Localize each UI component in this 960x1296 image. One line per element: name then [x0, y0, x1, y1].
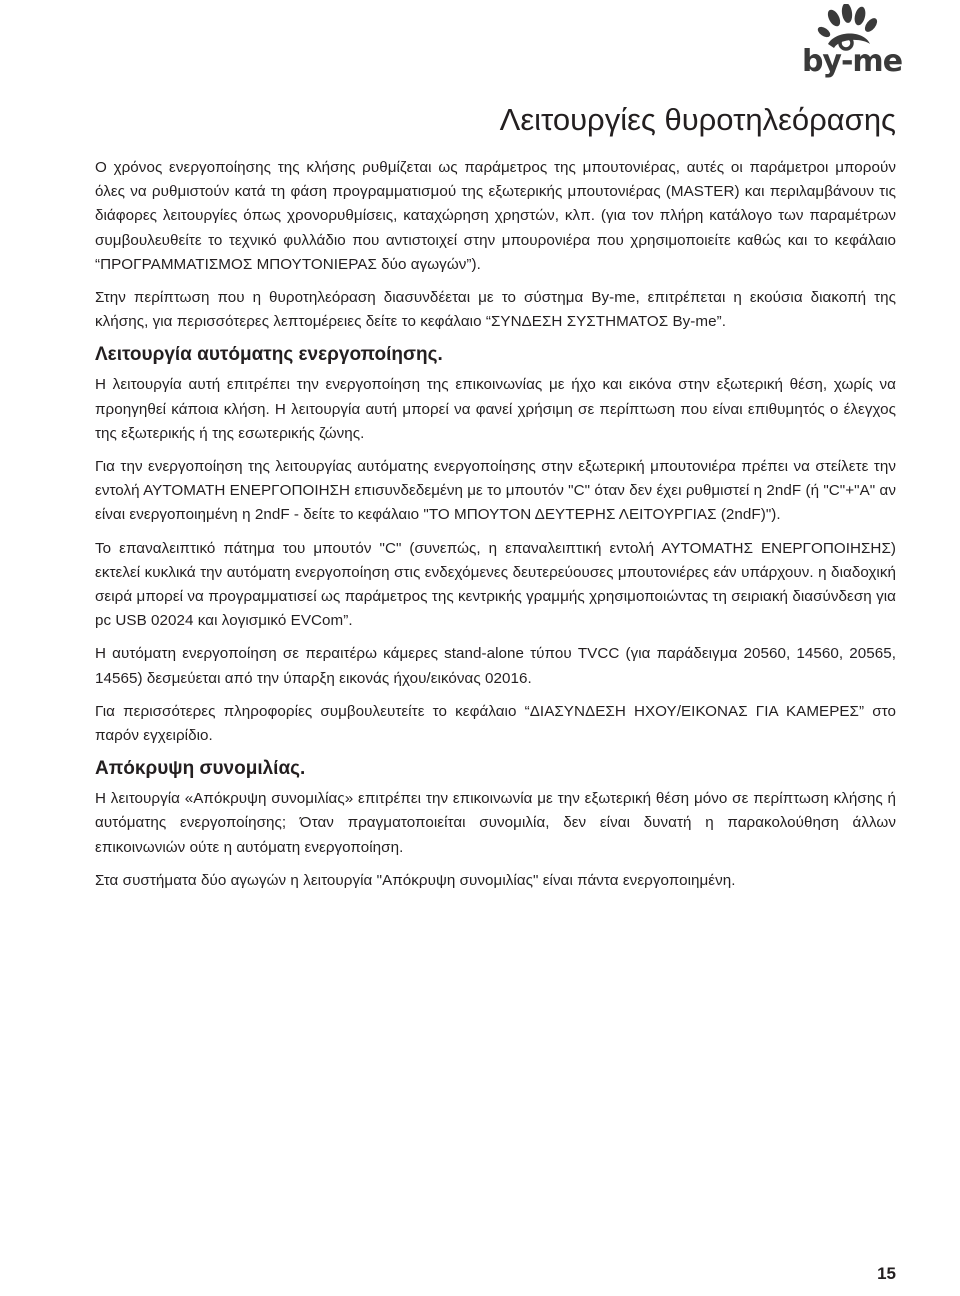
page-content [95, 156, 896, 902]
section-paragraph: Για περισσότερες πληροφορίες συμβουλευτείτε το κεφάλαιο “ΔΙΑΣΥΝΔΕΣΗ ΗΧΟΥ/ΕΙΚΟΝΑΣ ΓΙΑ ΚΑΜΕΡΕΣ” στο παρόν εγχειρίδιο. [95, 702, 896, 745]
logo-wordmark [796, 44, 908, 79]
section-paragraph: Η λειτουργία αυτή επιτρέπει την ενεργοποίηση της επικοινωνίας με ήχο και εικόνα στην εξωτερική θέση, χωρίς να προηγηθεί κάποια κλήση. Η λειτουργία αυτή μπορεί να φανεί χρήσιμη σε περίπτωση που είναι επιθυμητός ο έλεγχος της εξωτερικής ή της εσωτερικής ζώνης. [95, 376, 896, 442]
logo-text: by-me [801, 44, 903, 79]
section-paragraph: Η αυτόματη ενεργοποίηση σε περαιτέρω κάμερες stand-alone τύπου TVCC (για παράδειγμα 20560, 14560, 20565, 14565) δεσμεύεται από την ύπαρξη εικονάς ήχου/εικόνας 02016. [95, 645, 896, 687]
section-paragraph: Η λειτουργία «Απόκρυψη συνομιλίας» επιτρέπει την επικοινωνία με την εξωτερική θέση μόνο σε περίπτωση κλήσης ή αυτόματης ενεργοποίησης; Όταν πραγματοποιείται συνομιλία, δεν είναι δυνατή η παρακολούθηση άλλων επικοινωνιών ούτε η αυτόματη ενεργοποίηση. [95, 790, 896, 856]
intro-paragraph: Στην περίπτωση που η θυροτηλεόραση διασυνδέεται με το σύστημα By-me, επιτρέπεται η εκούσια διακοπή της κλήσης, για περισσότερες λεπτομέρειες δείτε το κεφάλαιο “ΣΥΝΔΕΣΗ ΣΥΣΤΗΜΑΤΟΣ By-me”. [95, 289, 896, 331]
section-paragraph: Στα συστήματα δύο αγωγών η λειτουργία "Απόκρυψη συνομιλίας" είναι πάντα ενεργοποιημένη. [95, 871, 736, 889]
intro-paragraph: Ο χρόνος ενεργοποίησης της κλήσης ρυθμίζεται ως παράμετρος της μπουτονιέρας, αυτές οι παράμετροι μπορούν όλες να ρυθμιστούν κατά τη φάση προγραμματισμού της εξωτερικής μπουτονιέρας (MASTER) και περιλαμβάνουν τις διάφορες λειτουργίες όπως χρονορυθμίσεις, καταχώρηση χρηστών, κλπ. (για τον πλήρη κατάλογο των παραμέτρων συμβουλευθείτε το τεχνικό φυλλάδιο που αντιστοιχεί στην μπουρονιέρα που χρησιμοποιείτε καθώς και το κεφάλαιο “ΠΡΟΓΡΑΜΜΑΤΙΣΜΟΣ ΜΠΟΥΤΟΝΙΕΡΑΣ δύο αγωγών”). [95, 159, 896, 273]
section-paragraph: Το επαναλειπτικό πάτημα του μπουτόν "C" (συνεπώς, η επαναλειπτική εντολή ΑΥΤΟΜΑΤΗΣ ΕΝΕΡΓΟΠΟΙΗΣΗΣ) εκτελεί κυκλικά την αυτόματη ενεργοποίηση στις ενδεχόμενες δευτερεύουσες μπουτονιέρες εάν υπάρχουν. η διαδοχική σειρά μπορεί να προγραμματισεί ως παράμετρος της κεντρικής γραμμής χρησιμοποιώντας τη σειριακή διασύνδεση για pc USB 02024 και λογισμικό EVCom”. [95, 539, 896, 630]
page-title: Λειτουργίες θυροτηλεόρασης [499, 102, 896, 137]
section-paragraph: Για την ενεργοποίηση της λειτουργίας αυτόματης ενεργοποίησης στην εξωτερική μπουτονιέρα πρέπει να στείλετε την εντολή ΑΥΤΟΜΑΤΗ ΕΝΕΡΓΟΠΟΙΗΣΗ επισυνδεδεμένη με το μπουτόν "C" όταν δεν έχει ρυθμιστεί η 2ndF (ή "C"+"A" αν είναι ενεργοποιημένη η 2ndF - δείτε το κεφάλαιο "ΤΟ ΜΠΟΥΤΟΝ ΔΕΥΤΕΡΗΣ ΛΕΙΤΟΥΡΓΙΑΣ (2ndF)"). [95, 458, 896, 524]
by-me-logo [790, 4, 910, 80]
section-heading-auto-activation: Λειτουργία αυτόματης ενεργοποίησης. [95, 344, 443, 366]
section-heading-conversation-privacy: Απόκρυψη συνομιλίας. [95, 758, 306, 780]
page-number: 15 [877, 1264, 896, 1283]
